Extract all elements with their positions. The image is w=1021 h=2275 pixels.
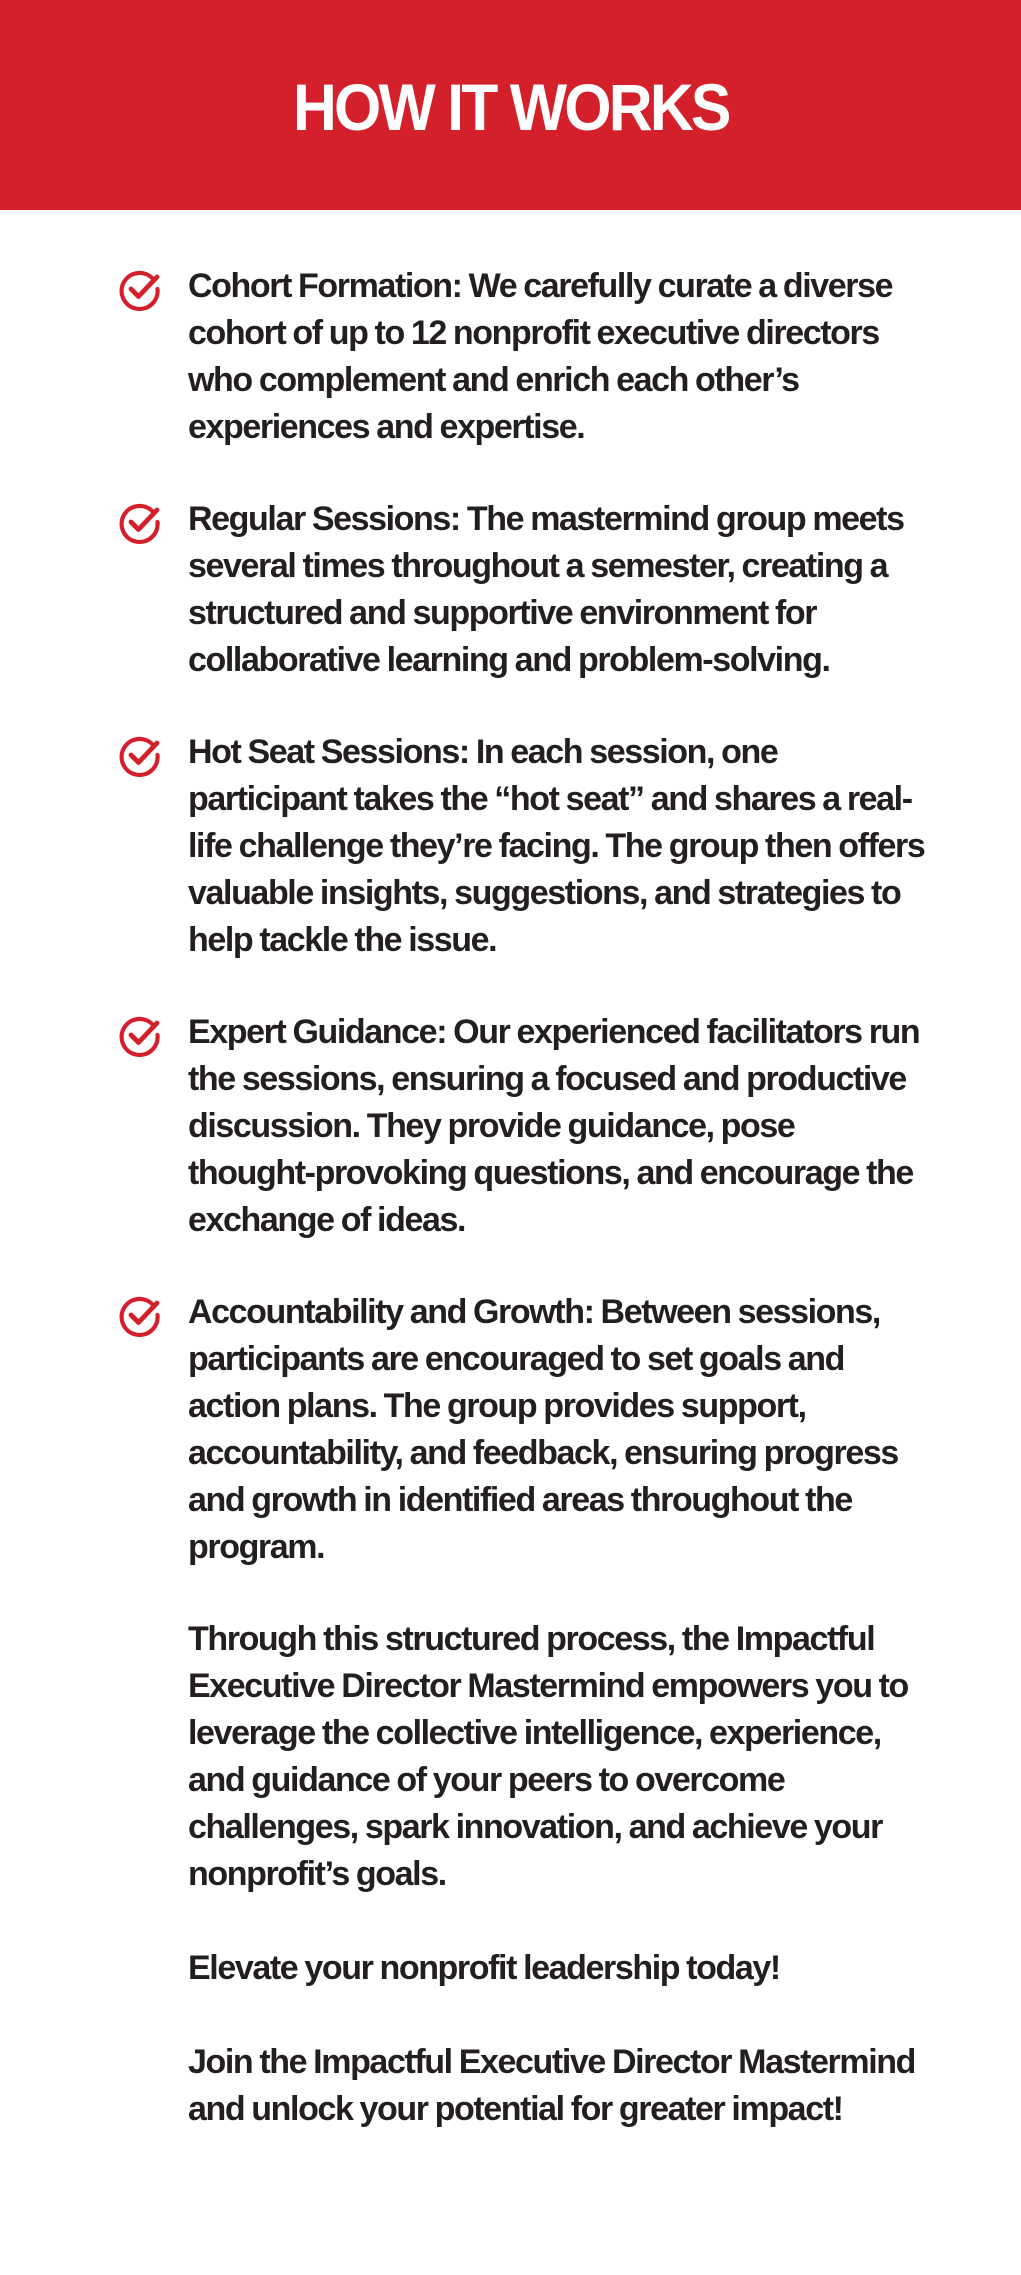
item-text: Accountability and Growth: Between sessions, participants are encouraged to set goals and action plans. The group provides support, accountability, and feedback, ensuring progress and growth in identified areas throughout the program. bbox=[188, 1293, 898, 1566]
item-text: Expert Guidance: Our experienced facilitators run the sessions, ensuring a focused and productive discussion. They provide guidance, pose thought-provoking questions, and encourage the exchange of ideas. bbox=[188, 1013, 920, 1239]
closing-paragraph bbox=[188, 1945, 928, 1992]
closing-paragraph bbox=[188, 2039, 928, 2133]
check-circle-icon bbox=[117, 267, 163, 313]
content-area bbox=[0, 263, 1021, 2180]
closing-paragraph bbox=[188, 1616, 928, 1898]
closing-text: Through this structured process, the Impactful Executive Director Mastermind empowers you to leverage the collective intelligence, experience, and guidance of your peers to overcome challenges, spark innovation, and achieve your nonprofit’s goals. bbox=[188, 1620, 908, 1893]
check-circle-icon bbox=[117, 1013, 163, 1059]
item-text: Cohort Formation: We carefully curate a diverse cohort of up to 12 nonprofit executive directors who complement and enrich each other’s experiences and expertise. bbox=[188, 267, 893, 446]
list-item bbox=[0, 1289, 928, 1571]
header-banner bbox=[0, 0, 1021, 210]
check-circle-icon bbox=[117, 733, 163, 779]
item-text: Regular Sessions: The mastermind group meets several times throughout a semester, creating a structured and supportive environment for collaborative learning and problem-solving. bbox=[188, 500, 904, 679]
list-item bbox=[0, 1009, 928, 1244]
item-text: Hot Seat Sessions: In each session, one participant takes the “hot seat” and shares a real-life challenge they’re facing. The group then offers valuable insights, suggestions, and strategies to help tackle the issue. bbox=[188, 733, 925, 959]
page-title: HOW IT WORKS bbox=[292, 70, 729, 144]
list-item bbox=[0, 263, 928, 451]
list-item bbox=[0, 729, 928, 964]
closing-text: Join the Impactful Executive Director Mastermind and unlock your potential for greater impact! bbox=[188, 2043, 915, 2128]
check-circle-icon bbox=[117, 500, 163, 546]
closing-section bbox=[0, 1616, 928, 2133]
check-circle-icon bbox=[117, 1293, 163, 1339]
list-item bbox=[0, 496, 928, 684]
closing-text: Elevate your nonprofit leadership today! bbox=[188, 1949, 780, 1987]
